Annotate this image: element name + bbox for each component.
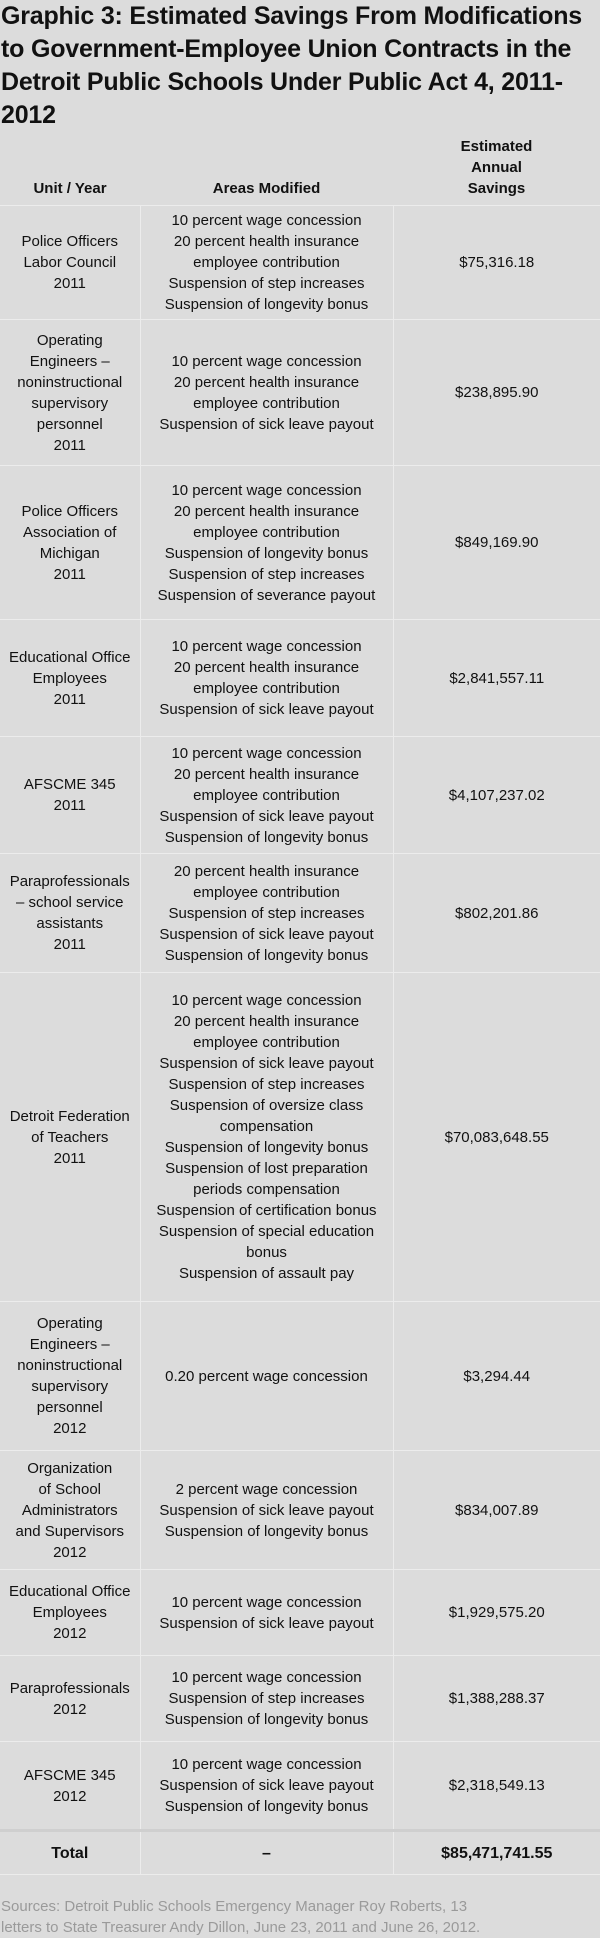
unit-year-cell	[0, 320, 140, 466]
total-areas: –	[140, 1831, 393, 1875]
areas-modified-cell-line: Suspension of severance payout	[157, 586, 376, 604]
savings-cell: $1,929,575.20	[393, 1570, 600, 1656]
unit-year-cell	[0, 737, 140, 854]
unit-year-cell-line: of School	[38, 1480, 102, 1498]
areas-modified-cell-line: Suspension of longevity bonus	[164, 1798, 369, 1815]
unit-year-cell	[0, 466, 140, 620]
areas-modified-cell-line: periods compensation	[193, 1181, 340, 1198]
table-row	[0, 1570, 600, 1656]
table-row	[0, 1742, 600, 1831]
areas-modified-cell-line: employee contribution	[193, 523, 340, 541]
header-estimated-savings	[393, 136, 600, 206]
areas-modified-cell-line: Suspension of step increases	[168, 1076, 365, 1093]
areas-modified-cell-line: 2 percent wage concession	[175, 1480, 358, 1498]
unit-year-cell-line: Labor Council	[23, 254, 117, 271]
table-row	[0, 1451, 600, 1570]
areas-modified-cell-line: 10 percent wage concession	[171, 638, 362, 655]
header-savings-line: Estimated	[460, 138, 533, 155]
areas-modified-cell-line: 10 percent wage concession	[171, 744, 362, 762]
areas-modified-cell	[140, 620, 393, 737]
areas-modified-cell-line: employee contribution	[193, 1034, 340, 1051]
unit-year-cell-line: Engineers –	[29, 1336, 110, 1353]
header-row	[0, 136, 600, 206]
unit-year-cell-line: Police Officers	[21, 502, 118, 520]
areas-modified-cell-line: compensation	[219, 1118, 314, 1135]
unit-year-cell-line: Police Officers	[21, 233, 118, 250]
areas-modified-cell-line: 20 percent health insurance	[173, 1013, 360, 1030]
areas-modified-cell-line: Suspension of step increases	[168, 904, 365, 922]
savings-cell: $4,107,237.02	[393, 737, 600, 854]
table-row	[0, 1656, 600, 1742]
header-areas-modified: Areas Modified	[212, 180, 321, 197]
unit-year-cell-line: AFSCME 345	[23, 776, 116, 793]
areas-modified-cell	[140, 737, 393, 854]
areas-modified-cell-line: Suspension of longevity bonus	[164, 1139, 369, 1156]
areas-modified-cell-line: 10 percent wage concession	[171, 1669, 362, 1686]
savings-cell: $849,169.90	[393, 466, 600, 620]
savings-cell: $3,294.44	[393, 1302, 600, 1451]
table-row	[0, 973, 600, 1302]
areas-modified-cell-line: 20 percent health insurance	[173, 233, 360, 250]
unit-year-cell-line: Administrators	[21, 1501, 118, 1519]
unit-year-cell-line: 2012	[53, 1787, 87, 1805]
unit-year-cell	[0, 973, 140, 1302]
areas-modified-cell-line: employee contribution	[193, 394, 340, 412]
unit-year-cell-line: supervisory	[31, 1378, 109, 1395]
unit-year-cell	[0, 1742, 140, 1831]
areas-modified-cell-line: employee contribution	[193, 883, 340, 901]
total-savings: $85,471,741.55	[393, 1831, 600, 1875]
areas-modified-cell-line: employee contribution	[193, 680, 340, 697]
unit-year-cell-line: 2012	[53, 1543, 87, 1561]
page-title: Graphic 3: Estimated Savings From Modifications to Government-Employee Union Contracts in the Detroit Public Schools Under Public Act 4, 2011-2012	[1, 2, 582, 129]
total-row	[0, 1831, 600, 1875]
table-row	[0, 620, 600, 737]
table-row	[0, 1302, 600, 1451]
areas-modified-cell-line: Suspension of certification bonus	[156, 1202, 377, 1219]
areas-modified-cell-line: Suspension of sick leave payout	[159, 807, 374, 825]
areas-modified-cell	[140, 1451, 393, 1570]
savings-table	[0, 136, 600, 1875]
unit-year-cell-line: Organization	[27, 1459, 113, 1477]
unit-year-cell	[0, 1302, 140, 1451]
savings-cell: $802,201.86	[393, 854, 600, 973]
unit-year-cell-line: Paraprofessionals	[9, 1679, 130, 1697]
areas-modified-cell	[140, 1656, 393, 1742]
areas-modified-cell-line: Suspension of step increases	[168, 565, 365, 583]
unit-year-cell-line: Operating	[36, 331, 103, 349]
unit-year-cell-line: personnel	[36, 415, 103, 433]
unit-year-cell-line: Employees	[32, 1604, 107, 1621]
unit-year-cell-line: Educational Office	[9, 648, 131, 666]
areas-modified-cell-line: employee contribution	[193, 786, 340, 804]
savings-cell: $238,895.90	[393, 320, 600, 466]
areas-modified-cell-line: Suspension of sick leave payout	[159, 925, 374, 943]
areas-modified-cell-line: Suspension of longevity bonus	[164, 544, 369, 562]
unit-year-cell-line: 2011	[53, 936, 86, 953]
areas-modified-cell-line: 10 percent wage concession	[171, 1756, 362, 1773]
areas-modified-cell-line: Suspension of longevity bonus	[164, 946, 369, 964]
table-row	[0, 737, 600, 854]
unit-year-cell-line: Educational Office	[9, 1583, 131, 1600]
unit-year-cell-line: 2012	[53, 1700, 87, 1718]
table-row	[0, 466, 600, 620]
unit-year-cell	[0, 1570, 140, 1656]
areas-modified-cell	[140, 1742, 393, 1831]
total-label: Total	[0, 1831, 140, 1875]
unit-year-cell	[0, 1451, 140, 1570]
unit-year-cell-line: Engineers –	[29, 352, 110, 370]
header-savings-line: Annual	[471, 159, 522, 176]
areas-modified-cell-line: Suspension of longevity bonus	[164, 1711, 369, 1728]
areas-modified-cell	[140, 320, 393, 466]
unit-year-cell-line: Detroit Federation	[9, 1107, 130, 1125]
areas-modified-cell-line: Suspension of sick leave payout	[159, 701, 374, 718]
unit-year-cell-line: 2012	[53, 1420, 87, 1437]
savings-cell: $70,083,648.55	[393, 973, 600, 1302]
areas-modified-cell-line: Suspension of sick leave payout	[159, 1501, 374, 1519]
areas-modified-cell-line: employee contribution	[193, 254, 340, 271]
unit-year-cell-line: assistants	[36, 915, 104, 932]
table-row	[0, 854, 600, 973]
savings-cell: $834,007.89	[393, 1451, 600, 1570]
areas-modified-cell	[140, 1302, 393, 1451]
unit-year-cell-line: Paraprofessionals	[9, 873, 130, 890]
unit-year-cell-line: 2012	[53, 1625, 87, 1642]
areas-modified-cell-line: Suspension of longevity bonus	[164, 828, 369, 846]
areas-modified-cell-line: 20 percent health insurance	[173, 373, 360, 391]
areas-modified-cell-line: Suspension of step increases	[168, 1690, 365, 1707]
areas-modified-cell-line: 10 percent wage concession	[171, 352, 362, 370]
areas-modified-cell-line: 10 percent wage concession	[171, 212, 362, 229]
unit-year-cell	[0, 854, 140, 973]
sources-line: letters to State Treasurer Andy Dillon, June 23, 2011 and June 26, 2012.	[1, 1919, 481, 1936]
unit-year-cell-line: 2011	[53, 565, 86, 583]
unit-year-cell-line: of Teachers	[31, 1128, 109, 1146]
unit-year-cell-line: 2011	[53, 436, 86, 454]
unit-year-cell	[0, 620, 140, 737]
areas-modified-cell-line: 10 percent wage concession	[171, 1593, 362, 1611]
areas-modified-cell-line: Suspension of longevity bonus	[164, 1522, 369, 1540]
areas-modified-cell	[140, 1570, 393, 1656]
unit-year-cell	[0, 1656, 140, 1742]
areas-modified-cell-line: Suspension of special education	[158, 1223, 375, 1240]
unit-year-cell-line: Employees	[32, 669, 107, 687]
unit-year-cell	[0, 206, 140, 320]
unit-year-cell-line: Operating	[36, 1315, 103, 1332]
unit-year-cell-line: noninstructional	[17, 1357, 123, 1374]
unit-year-cell-line: 2011	[53, 1149, 86, 1167]
areas-modified-cell-line: 10 percent wage concession	[171, 992, 362, 1009]
areas-modified-cell-line: Suspension of sick leave payout	[159, 1055, 374, 1072]
savings-cell: $75,316.18	[393, 206, 600, 320]
table-row	[0, 320, 600, 466]
areas-modified-cell-line: Suspension of sick leave payout	[159, 1614, 374, 1632]
areas-modified-cell-line: bonus	[246, 1244, 287, 1261]
savings-cell: $2,318,549.13	[393, 1742, 600, 1831]
areas-modified-cell-line: 10 percent wage concession	[171, 481, 362, 499]
savings-cell: $1,388,288.37	[393, 1656, 600, 1742]
areas-modified-cell-line: 20 percent health insurance	[173, 659, 360, 676]
areas-modified-cell	[140, 854, 393, 973]
areas-modified-cell	[140, 973, 393, 1302]
unit-year-cell-line: Association of	[23, 523, 117, 541]
unit-year-cell-line: and Supervisors	[15, 1522, 124, 1540]
areas-modified-cell-line: Suspension of sick leave payout	[159, 415, 374, 433]
unit-year-cell-line: 2011	[53, 690, 86, 708]
areas-modified-cell	[140, 206, 393, 320]
unit-year-cell-line: personnel	[36, 1399, 103, 1416]
sources-note	[0, 1896, 600, 1938]
areas-modified-cell-line: Suspension of assault pay	[178, 1265, 355, 1282]
unit-year-cell-line: 2011	[53, 797, 86, 814]
areas-modified-cell-line: 20 percent health insurance	[173, 502, 360, 520]
unit-year-cell-line: noninstructional	[17, 373, 123, 391]
savings-cell: $2,841,557.11	[393, 620, 600, 737]
unit-year-cell-line: AFSCME 345	[23, 1766, 116, 1784]
areas-modified-cell-line: 0.20 percent wage concession	[165, 1367, 368, 1385]
areas-modified-cell-line: Suspension of step increases	[168, 275, 365, 292]
areas-modified-cell-line: Suspension of oversize class	[169, 1097, 364, 1114]
unit-year-cell-line: 2011	[53, 275, 86, 292]
areas-modified-cell-line: Suspension of longevity bonus	[164, 296, 369, 313]
areas-modified-cell-line: 20 percent health insurance	[173, 765, 360, 783]
unit-year-cell-line: supervisory	[31, 394, 109, 412]
table-row	[0, 206, 600, 320]
areas-modified-cell-line: Suspension of lost preparation	[165, 1160, 368, 1177]
areas-modified-cell	[140, 466, 393, 620]
header-unit-year: Unit / Year	[33, 180, 107, 197]
unit-year-cell-line: Michigan	[39, 544, 100, 562]
unit-year-cell-line: – school service	[15, 894, 124, 911]
header-savings-line: Savings	[467, 180, 526, 197]
areas-modified-cell-line: Suspension of sick leave payout	[159, 1777, 374, 1794]
sources-line: Sources: Detroit Public Schools Emergency Manager Roy Roberts, 13	[1, 1898, 468, 1915]
areas-modified-cell-line: 20 percent health insurance	[173, 862, 360, 880]
